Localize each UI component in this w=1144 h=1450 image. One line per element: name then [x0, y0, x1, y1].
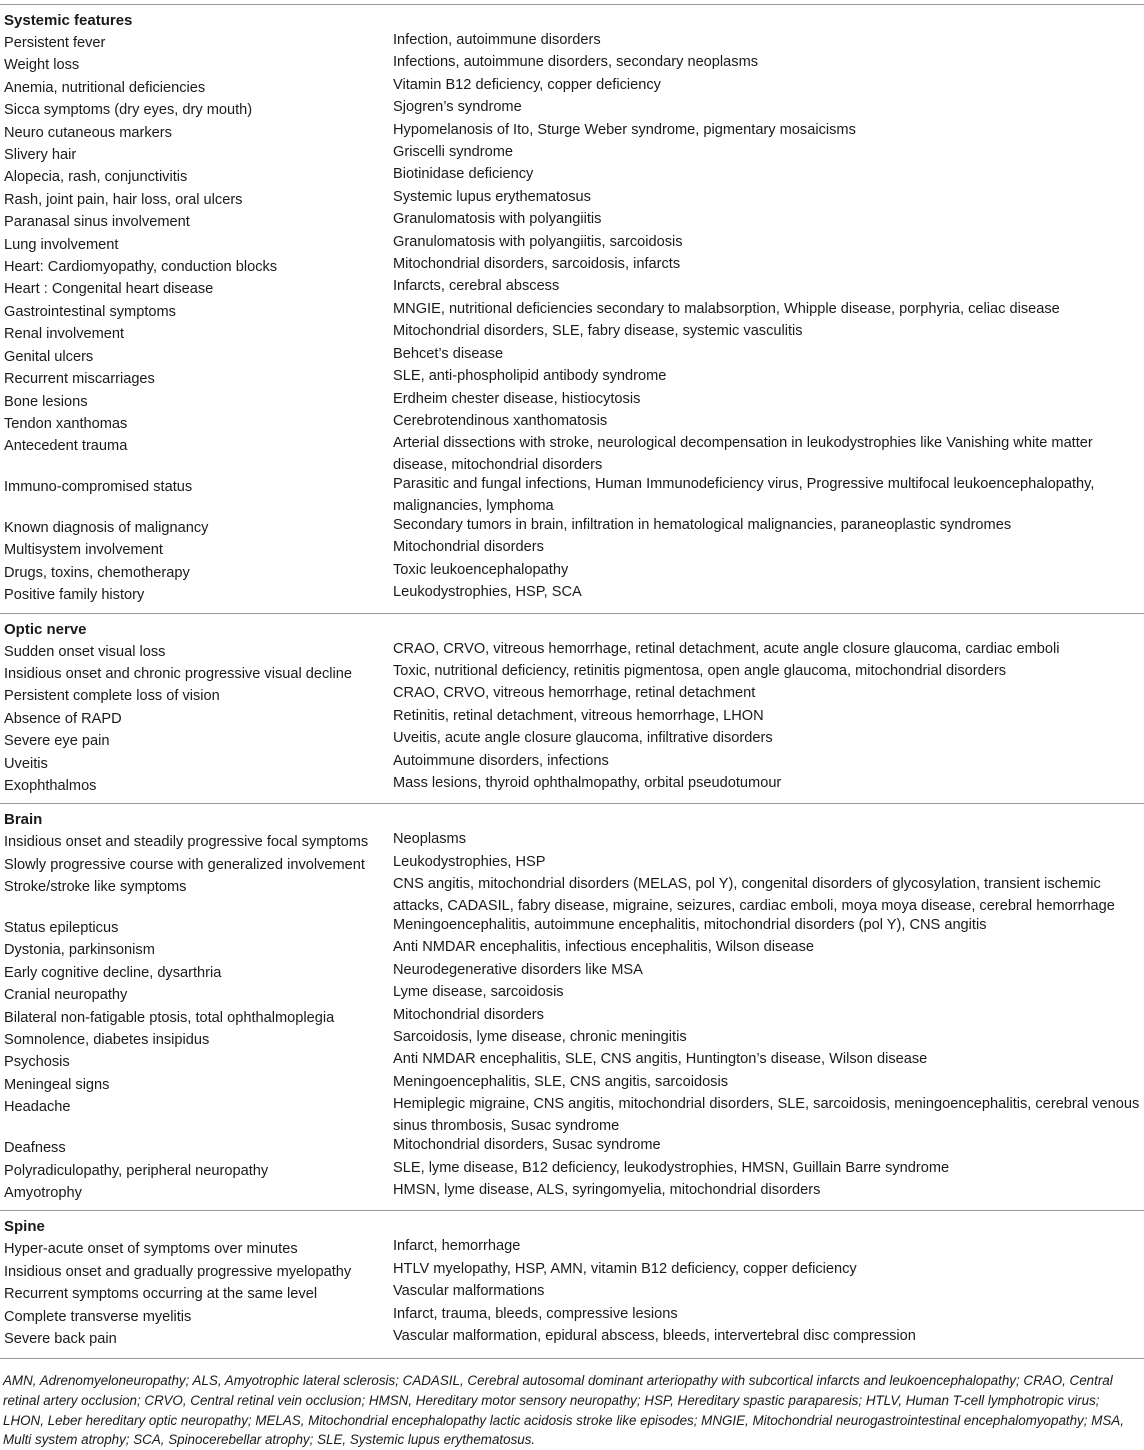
causes-cell: Retinitis, retinal detachment, vitreous hemorrhage, LHON: [393, 707, 764, 724]
table-row: [0, 278, 1144, 300]
feature-cell: Recurrent symptoms occurring at the same level: [4, 1286, 318, 1303]
section-title: Spine: [4, 1218, 45, 1236]
causes-cell: Neoplasms: [393, 831, 466, 848]
table-row: [0, 476, 1144, 517]
causes-cell: Mitochondrial disorders: [393, 1006, 544, 1023]
causes-cell: Vascular malformations: [393, 1283, 545, 1300]
table-row: [0, 1283, 1144, 1305]
causes-cell: Granulomatosis with polyangiitis: [393, 211, 602, 228]
causes-cell: Cerebrotendinous xanthomatosis: [393, 412, 608, 429]
table-row: [0, 77, 1144, 99]
section: [0, 4, 1144, 613]
table-row: [0, 54, 1144, 76]
table-row: [0, 1137, 1144, 1159]
feature-cell: Multisystem involvement: [4, 542, 163, 559]
feature-cell: Polyradiculopathy, peripheral neuropathy: [4, 1162, 269, 1179]
table-row: [0, 854, 1144, 876]
feature-cell: Alopecia, rash, conjunctivitis: [4, 169, 188, 186]
feature-cell: Weight loss: [4, 57, 80, 74]
causes-cell: Parasitic and fungal infections, Human Immunodeficiency virus, Progressive multifocal leukoencephalopathy, malignancies, lymphoma: [393, 476, 1095, 514]
table-row: [0, 435, 1144, 476]
section-title: Brain: [4, 811, 43, 829]
table-row: [0, 663, 1144, 685]
causes-cell: Systemic lupus erythematosus: [393, 188, 591, 205]
causes-cell: Mass lesions, thyroid ophthalmopathy, orbital pseudotumour: [393, 775, 782, 791]
table-row: [0, 1160, 1144, 1182]
table-row: [0, 368, 1144, 390]
causes-cell: Meningoencephalitis, SLE, CNS angitis, sarcoidosis: [393, 1073, 729, 1090]
causes-cell: MNGIE, nutritional deficiencies secondary to malabsorption, Whipple disease, porphyria, celiac disease: [393, 300, 1060, 317]
section: [0, 613, 1144, 804]
feature-cell: Severe eye pain: [4, 733, 110, 750]
causes-cell: Toxic leukoencephalopathy: [393, 561, 569, 578]
causes-cell: Anti NMDAR encephalitis, SLE, CNS angitis, Huntington’s disease, Wilson disease: [393, 1051, 928, 1068]
causes-cell: Mitochondrial disorders, sarcoidosis, infarcts: [393, 256, 681, 273]
causes-cell: Erdheim chester disease, histiocytosis: [393, 390, 641, 407]
feature-cell: Insidious onset and gradually progressive myelopathy: [4, 1263, 352, 1280]
causes-cell: Vitamin B12 deficiency, copper deficiency: [393, 76, 661, 93]
table-row: [0, 1051, 1144, 1073]
feature-cell: Neuro cutaneous markers: [4, 124, 172, 141]
causes-cell: Meningoencephalitis, autoimmune encephalitis, mitochondrial disorders (pol Y), CNS angitis: [393, 917, 987, 934]
table-row: [0, 584, 1144, 606]
causes-cell: Vascular malformation, epidural abscess, bleeds, intervertebral disc compression: [393, 1327, 916, 1344]
table-row: [0, 211, 1144, 233]
causes-cell: SLE, anti-phospholipid antibody syndrome: [393, 368, 667, 385]
feature-cell: Heart : Congenital heart disease: [4, 281, 214, 298]
causes-cell: Griscelli syndrome: [393, 144, 514, 161]
section-title: Systemic features: [4, 12, 133, 29]
table-row: [0, 962, 1144, 984]
feature-cell: Anemia, nutritional deficiencies: [4, 79, 206, 96]
feature-cell: Gastrointestinal symptoms: [4, 303, 176, 320]
table-row: [0, 256, 1144, 278]
causes-cell: HTLV myelopathy, HSP, AMN, vitamin B12 deficiency, copper deficiency: [393, 1260, 857, 1277]
feature-cell: Heart: Cardiomyopathy, conduction blocks: [4, 259, 278, 276]
feature-cell: Persistent fever: [4, 35, 106, 51]
table-row: [0, 917, 1144, 939]
table-row: [0, 1328, 1144, 1350]
feature-cell: Status epilepticus: [4, 920, 119, 937]
table-row: [0, 641, 1144, 663]
table-row: [0, 301, 1144, 323]
feature-cell: Deafness: [4, 1140, 66, 1157]
table-row: [0, 1238, 1144, 1260]
feature-cell: Known diagnosis of malignancy: [4, 519, 209, 536]
causes-cell: Autoimmune disorders, infections: [393, 752, 609, 769]
table-row: [0, 775, 1144, 797]
feature-cell: Exophthalmos: [4, 778, 97, 794]
feature-cell: Renal involvement: [4, 326, 125, 343]
causes-cell: Infection, autoimmune disorders: [393, 32, 601, 48]
feature-cell: Bilateral non-fatigable ptosis, total ophthalmoplegia: [4, 1009, 335, 1026]
causes-cell: CRAO, CRVO, vitreous hemorrhage, retinal detachment: [393, 685, 756, 702]
table-row: [0, 346, 1144, 368]
feature-cell: Absence of RAPD: [4, 710, 122, 727]
causes-cell: Behcet’s disease: [393, 345, 504, 362]
table-row: [0, 391, 1144, 413]
table-row: [0, 1074, 1144, 1096]
causes-cell: Mitochondrial disorders: [393, 539, 544, 556]
section: [0, 803, 1144, 1210]
feature-cell: Genital ulcers: [4, 348, 94, 365]
causes-cell: Mitochondrial disorders, SLE, fabry disease, systemic vasculitis: [393, 323, 803, 340]
table-row: [0, 144, 1144, 166]
causes-cell: Leukodystrophies, HSP, SCA: [393, 584, 582, 601]
table-row: [0, 32, 1144, 54]
table-row: [0, 323, 1144, 345]
feature-cell: Paranasal sinus involvement: [4, 214, 190, 231]
feature-cell: Antecedent trauma: [4, 438, 128, 455]
table-row: [0, 413, 1144, 435]
causes-cell: SLE, lyme disease, B12 deficiency, leukodystrophies, HMSN, Guillain Barre syndrome: [393, 1159, 950, 1176]
causes-cell: HMSN, lyme disease, ALS, syringomyelia, mitochondrial disorders: [393, 1181, 821, 1198]
feature-cell: Hyper-acute onset of symptoms over minutes: [4, 1241, 298, 1258]
feature-cell: Persistent complete loss of vision: [4, 688, 220, 705]
causes-cell: Uveitis, acute angle closure glaucoma, infiltrative disorders: [393, 730, 773, 747]
table-row: [0, 539, 1144, 561]
feature-cell: Immuno-compromised status: [4, 479, 193, 496]
feature-cell: Meningeal signs: [4, 1076, 110, 1093]
feature-cell: Headache: [4, 1099, 71, 1116]
table-row: [0, 1029, 1144, 1051]
table-row: [0, 1182, 1144, 1204]
table-body: [0, 4, 1144, 1356]
feature-cell: Tendon xanthomas: [4, 415, 128, 432]
table-row: [0, 562, 1144, 584]
feature-cell: Sudden onset visual loss: [4, 643, 166, 660]
table-row: [0, 122, 1144, 144]
table-row: [0, 708, 1144, 730]
causes-cell: Lyme disease, sarcoidosis: [393, 984, 564, 1001]
table-row: [0, 517, 1144, 539]
causes-cell: Sarcoidosis, lyme disease, chronic meningitis: [393, 1029, 687, 1046]
feature-cell: Rash, joint pain, hair loss, oral ulcers: [4, 191, 243, 208]
causes-cell: CRAO, CRVO, vitreous hemorrhage, retinal detachment, acute angle closure glaucoma, cardiac emboli: [393, 640, 1060, 657]
causes-cell: Anti NMDAR encephalitis, infectious encephalitis, Wilson disease: [393, 939, 814, 956]
feature-cell: Complete transverse myelitis: [4, 1308, 192, 1325]
table-row: [0, 234, 1144, 256]
table-row: [0, 730, 1144, 752]
table-row: [0, 876, 1144, 917]
feature-cell: Recurrent miscarriages: [4, 371, 155, 388]
causes-cell: Hemiplegic migraine, CNS angitis, mitochondrial disorders, SLE, sarcoidosis, meningoencephalitis, cerebral venous sinus thrombosis, Susac syndrome: [393, 1096, 1140, 1134]
feature-cell: Early cognitive decline, dysarthria: [4, 964, 222, 981]
feature-cell: Slivery hair: [4, 147, 77, 164]
feature-cell: Slowly progressive course with generalized involvement: [4, 856, 365, 873]
feature-cell: Drugs, toxins, chemotherapy: [4, 564, 190, 581]
causes-cell: Mitochondrial disorders, Susac syndrome: [393, 1137, 661, 1154]
table-row: [0, 984, 1144, 1006]
table-row: [0, 831, 1144, 853]
table-row: [0, 939, 1144, 961]
causes-cell: Leukodystrophies, HSP: [393, 853, 546, 870]
feature-cell: Psychosis: [4, 1054, 70, 1071]
table-row: [0, 1096, 1144, 1137]
causes-cell: Granulomatosis with polyangiitis, sarcoidosis: [393, 233, 683, 250]
table-row: [0, 753, 1144, 775]
table-footnote: AMN, Adrenomyeloneuropathy; ALS, Amyotrophic lateral sclerosis; CADASIL, Cerebral autosomal dominant arteriopathy with subcortical infarcts and leukoencephalopathy; CRAO, Central retinal artery occlusion; CRVO, Central retinal vein occlusion; HMSN, Hereditary motor sensory neuropathy; HSP, Hereditary spastic paraparesis; HTLV, Human T-cell lymphotropic virus; LHON, Leber hereditary optic neuropathy; MELAS, Mitochondrial encephalopathy lactic acidosis stroke like episodes; MNGIE, Mitochondrial neurogastrointestinal encephalomyopathy; MSA, Multi system atrophy; SCA, Spinocerebellar atrophy; SLE, Systemic lupus erythematosus.: [0, 1358, 1144, 1449]
causes-cell: Secondary tumors in brain, infiltration in hematological malignancies, paraneoplastic syndromes: [393, 516, 1012, 533]
feature-cell: Insidious onset and steadily progressive focal symptoms: [4, 834, 369, 851]
table-row: [0, 685, 1144, 707]
causes-cell: Infections, autoimmune disorders, secondary neoplasms: [393, 54, 759, 71]
feature-cell: Amyotrophy: [4, 1184, 82, 1201]
feature-cell: Somnolence, diabetes insipidus: [4, 1032, 210, 1049]
feature-cell: Uveitis: [4, 755, 48, 772]
table-row: [0, 1007, 1144, 1029]
feature-cell: Bone lesions: [4, 393, 88, 410]
table-row: [0, 1306, 1144, 1328]
causes-cell: Sjogren’s syndrome: [393, 99, 522, 116]
causes-cell: Toxic, nutritional deficiency, retinitis pigmentosa, open angle glaucoma, mitochondrial disorders: [393, 662, 1006, 679]
causes-cell: Infarct, hemorrhage: [393, 1238, 521, 1255]
section-title: Optic nerve: [4, 620, 87, 638]
causes-cell: Neurodegenerative disorders like MSA: [393, 961, 643, 978]
feature-cell: Severe back pain: [4, 1330, 117, 1347]
table-row: [0, 99, 1144, 121]
feature-cell: Insidious onset and chronic progressive visual decline: [4, 665, 353, 682]
feature-cell: Positive family history: [4, 587, 145, 604]
causes-cell: Infarcts, cerebral abscess: [393, 278, 560, 295]
feature-cell: Sicca symptoms (dry eyes, dry mouth): [4, 102, 253, 119]
causes-cell: Arterial dissections with stroke, neurological decompensation in leukodystrophies like Vanishing white matter disease, mitochondrial disorders: [393, 435, 1093, 473]
feature-cell: Stroke/stroke like symptoms: [4, 879, 187, 896]
feature-cell: Dystonia, parkinsonism: [4, 942, 155, 959]
table-row: [0, 189, 1144, 211]
causes-cell: Hypomelanosis of Ito, Sturge Weber syndrome, pigmentary mosaicisms: [393, 121, 856, 138]
table-row: [0, 166, 1144, 188]
feature-cell: Cranial neuropathy: [4, 987, 128, 1004]
causes-cell: CNS angitis, mitochondrial disorders (MELAS, pol Y), congenital disorders of glycosylation, transient ischemic attacks, CADASIL, fabry disease, migraine, seizures, cardiac emboli, moya moya disease, cerebral hemorrhage: [393, 876, 1115, 914]
feature-cell: Lung involvement: [4, 236, 119, 253]
causes-cell: Infarct, trauma, bleeds, compressive lesions: [393, 1305, 678, 1322]
table-row: [0, 1261, 1144, 1283]
section: [0, 1210, 1144, 1356]
causes-cell: Biotinidase deficiency: [393, 166, 534, 183]
